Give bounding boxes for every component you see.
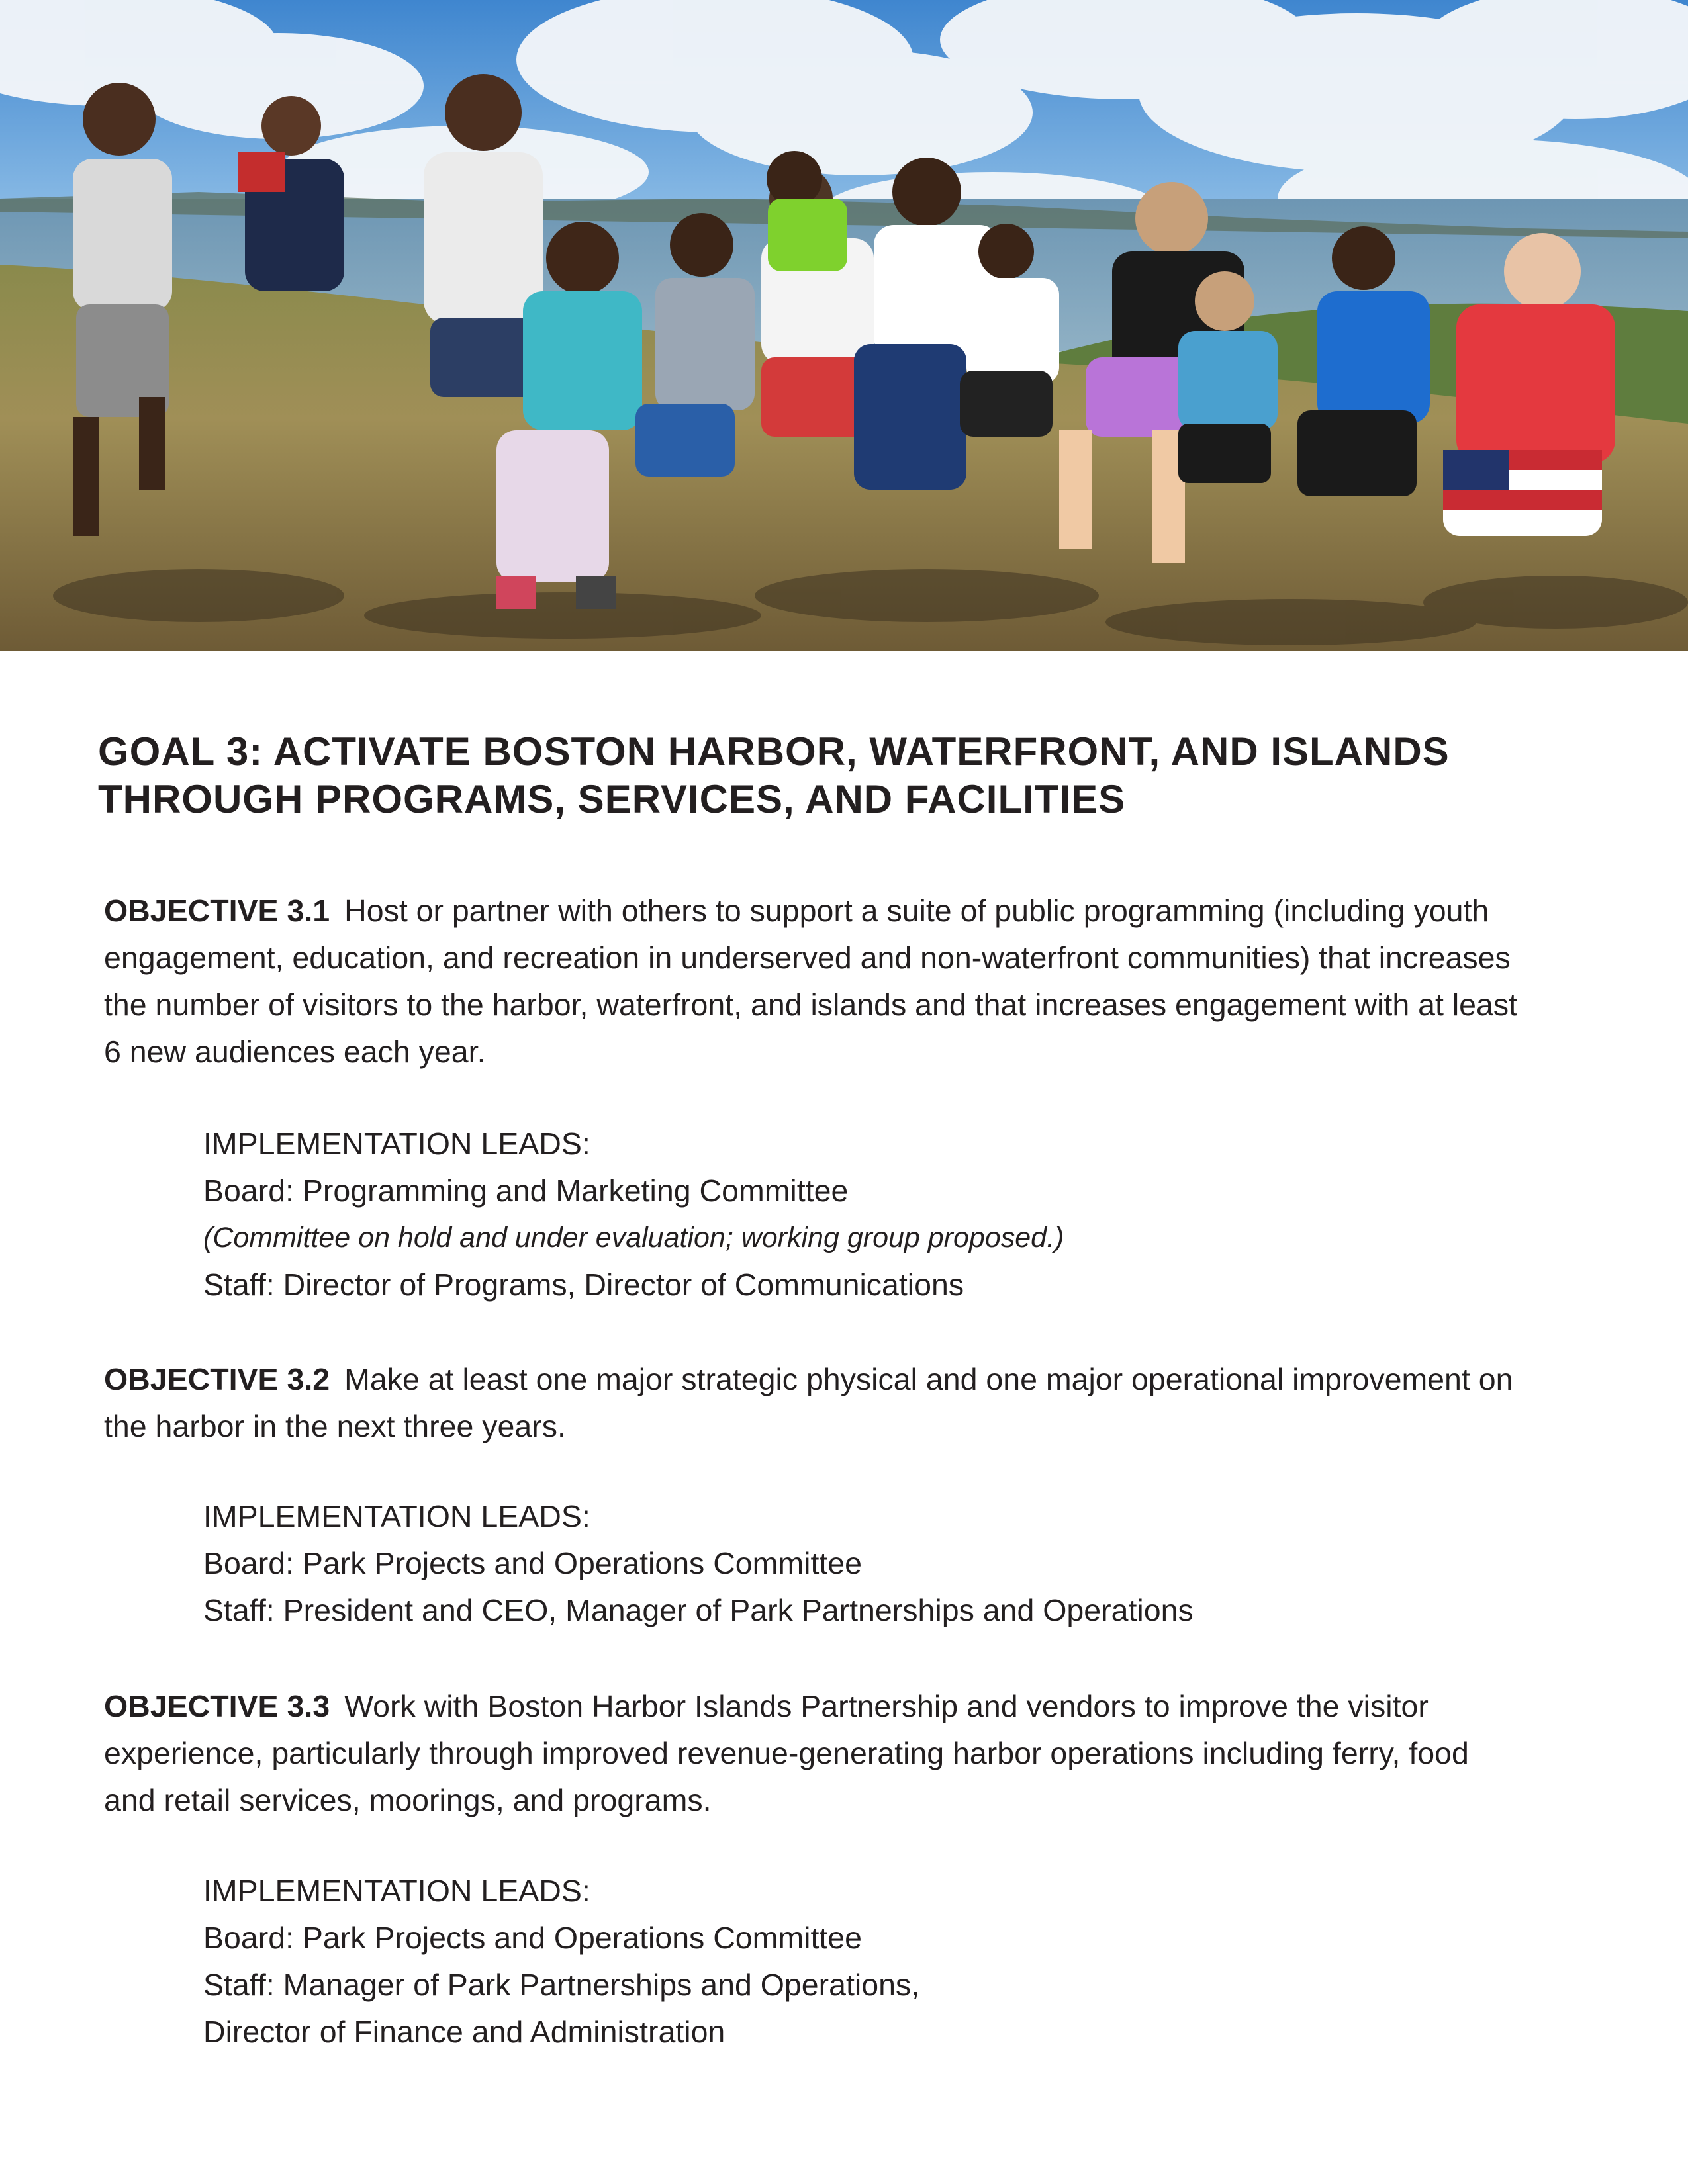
objective-3-2 — [104, 1356, 1600, 1450]
objective-text-line: experience, particularly through improved revenue-generating harbor operations including ferry, food — [104, 1736, 1469, 1770]
objective-3-3 — [104, 1683, 1600, 1824]
implementation-leads-3-1 — [203, 1120, 1527, 1308]
goal-title-line-2: THROUGH PROGRAMS, SERVICES, AND FACILITIES — [98, 777, 1126, 821]
objective-label: OBJECTIVE 3.3 — [104, 1689, 330, 1723]
objective-text-line: Make at least one major strategic physical and one major operational improvement on — [344, 1362, 1513, 1396]
implementation-leads-3-3 — [203, 1868, 1527, 2056]
group-of-children-jumping-photo — [0, 0, 1688, 651]
leads-staff-continued: Director of Finance and Administration — [203, 2015, 726, 2049]
leads-note: (Committee on hold and under evaluation; working group proposed.) — [203, 1222, 1064, 1253]
leads-heading: IMPLEMENTATION LEADS: — [203, 1126, 590, 1161]
objective-3-1 — [104, 887, 1600, 1075]
leads-staff: Staff: Manager of Park Partnerships and Operations, — [203, 1968, 920, 2002]
implementation-leads-3-2 — [203, 1493, 1527, 1634]
objective-text-line: the number of visitors to the harbor, waterfront, and islands and that increases engagement with at least — [104, 987, 1518, 1022]
hero-photo — [0, 0, 1688, 651]
objective-text-line: engagement, education, and recreation in underserved and non-waterfront communities) that increases — [104, 940, 1511, 975]
objective-text-line: Work with Boston Harbor Islands Partnership and vendors to improve the visitor — [344, 1689, 1429, 1723]
leads-heading: IMPLEMENTATION LEADS: — [203, 1499, 590, 1533]
leads-board: Board: Park Projects and Operations Committee — [203, 1546, 863, 1580]
goal-title — [98, 728, 1594, 823]
leads-heading: IMPLEMENTATION LEADS: — [203, 1874, 590, 1908]
objective-text-line: Host or partner with others to support a suite of public programming (including youth — [344, 893, 1489, 928]
leads-board: Board: Park Projects and Operations Committee — [203, 1921, 863, 1955]
objective-text-line: the harbor in the next three years. — [104, 1409, 566, 1443]
goal-title-line-1: GOAL 3: ACTIVATE BOSTON HARBOR, WATERFRONT, AND ISLANDS — [98, 729, 1450, 774]
leads-staff: Staff: Director of Programs, Director of Communications — [203, 1267, 964, 1302]
leads-board: Board: Programming and Marketing Committee — [203, 1173, 849, 1208]
objective-text-line: 6 new audiences each year. — [104, 1034, 486, 1069]
objective-label: OBJECTIVE 3.2 — [104, 1362, 330, 1396]
leads-staff: Staff: President and CEO, Manager of Park Partnerships and Operations — [203, 1593, 1194, 1627]
objective-text-line: and retail services, moorings, and programs. — [104, 1783, 712, 1817]
objective-label: OBJECTIVE 3.1 — [104, 893, 330, 928]
